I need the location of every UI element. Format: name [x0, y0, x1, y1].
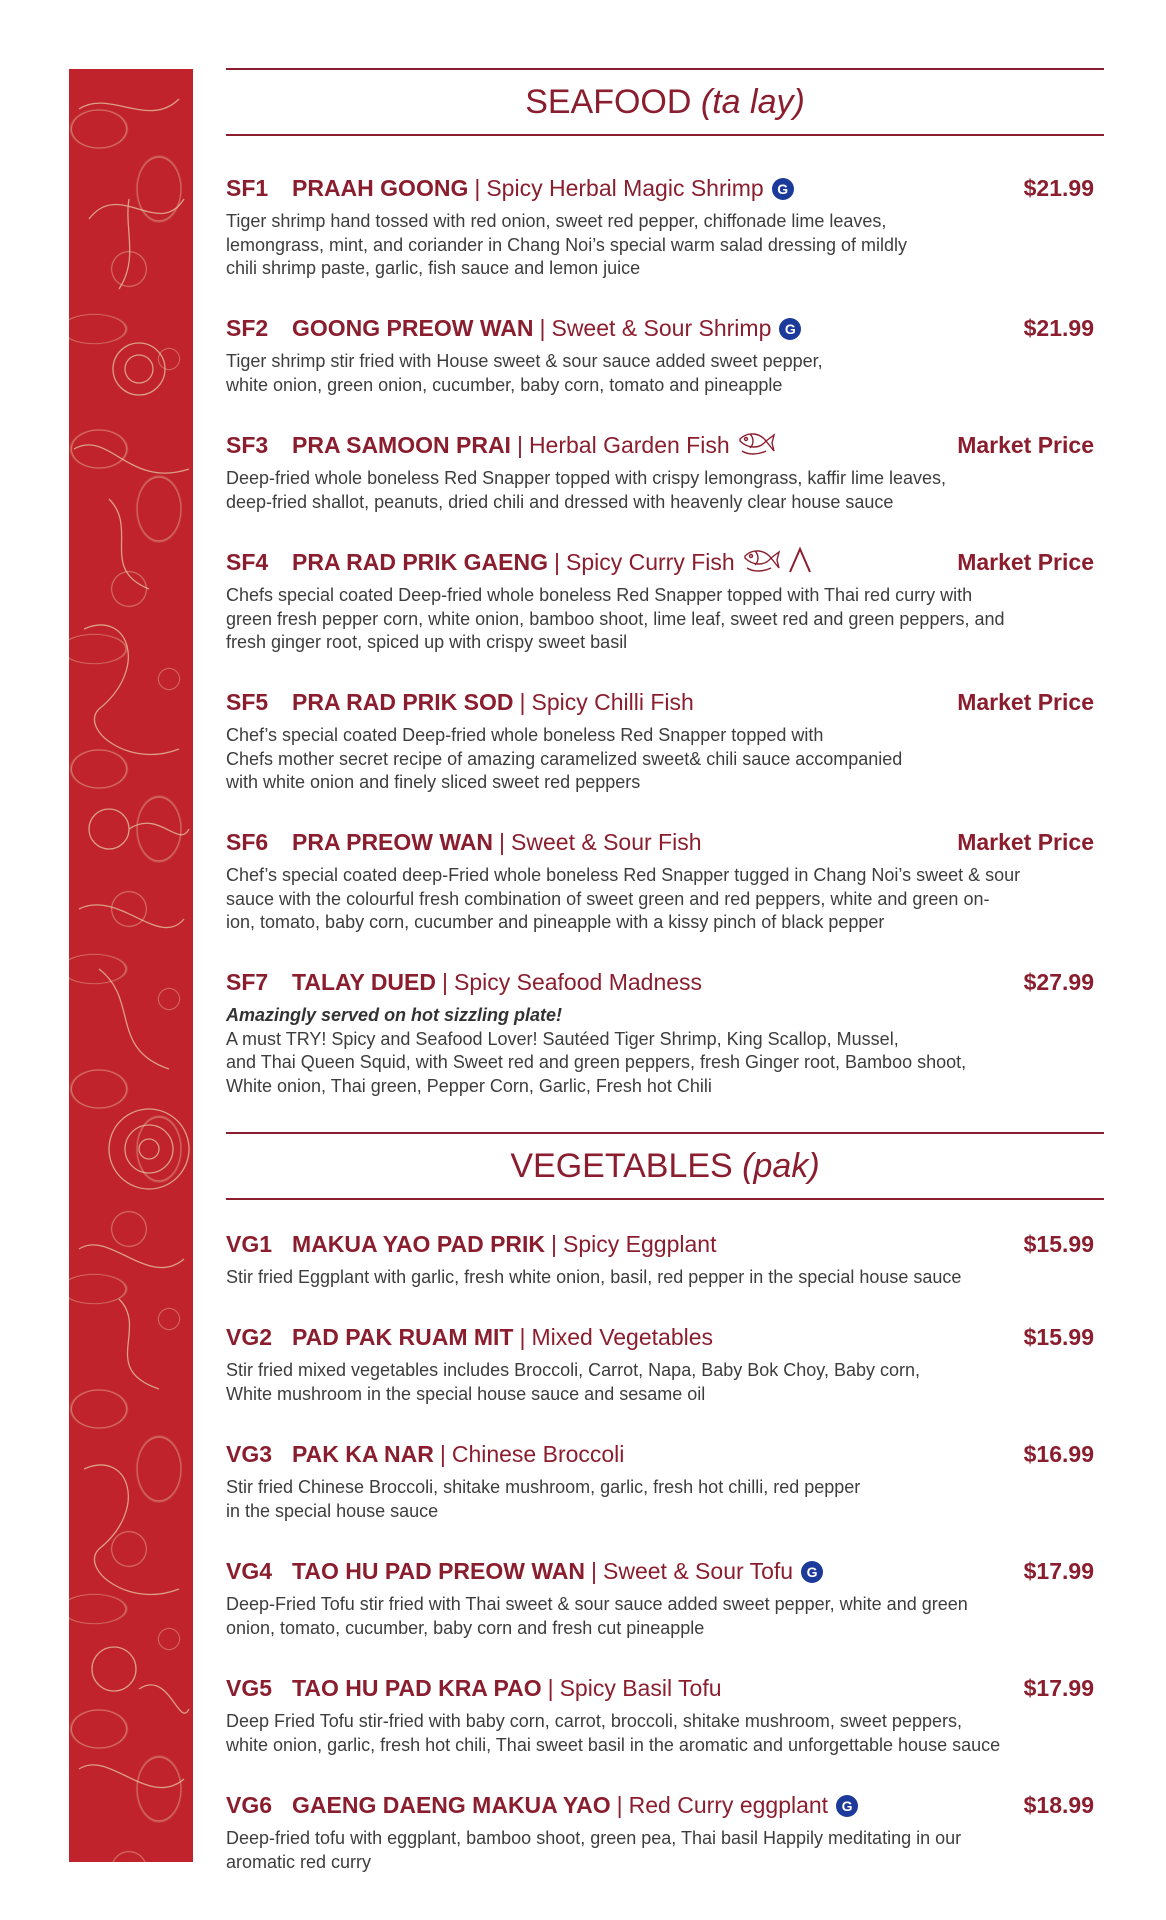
item-description — [226, 1004, 1104, 1098]
item-description — [226, 210, 1104, 281]
item-description-line: Chef’s special coated Deep-fried whole boneless Red Snapper topped with — [226, 725, 824, 745]
item-english-name: Herbal Garden Fish — [528, 432, 730, 458]
chili-icon — [787, 546, 813, 582]
item-code: VG4 — [226, 1558, 273, 1584]
menu-item-sf6 — [226, 826, 1104, 935]
title-separator: | — [547, 1675, 554, 1701]
item-description — [226, 1359, 1104, 1406]
decorative-floral-ribbon — [69, 69, 193, 1862]
gluten-free-badge-icon: G — [779, 318, 801, 340]
item-price: $16.99 — [1023, 1441, 1094, 1467]
menu-item-sf7 — [226, 966, 1104, 1098]
item-description-line: Deep-fried tofu with eggplant, bamboo shoot, green pea, Thai basil Happily meditating in our — [226, 1828, 962, 1848]
item-description-lead: Amazingly served on hot sizzling plate! — [226, 1005, 563, 1025]
item-english-name: Spicy Eggplant — [563, 1231, 717, 1257]
item-description — [226, 724, 1104, 795]
item-description-line: deep-fried shallot, peanuts, dried chili and dressed with heavenly clear house sauce — [226, 491, 894, 512]
item-english-name: Spicy Curry Fish — [565, 549, 735, 575]
vegetables-subtitle: (pak) — [742, 1147, 820, 1185]
item-description-line: white onion, garlic, fresh hot chili, Thai sweet basil in the aromatic and unforgettable house sauce — [226, 1734, 1001, 1755]
item-description — [226, 1710, 1104, 1757]
menu-item-title — [226, 1228, 1104, 1260]
floral-pattern — [69, 69, 193, 1862]
menu-item-title — [226, 546, 1104, 578]
item-description — [226, 584, 1104, 655]
item-description — [226, 1827, 1104, 1874]
item-thai-name: TALAY DUED — [292, 969, 436, 995]
seafood-title: SEAFOOD — [525, 83, 692, 121]
item-description — [226, 350, 1104, 397]
seafood-subtitle: (ta lay) — [700, 83, 805, 121]
fish-icon — [736, 429, 776, 465]
item-code: SF5 — [226, 689, 269, 715]
item-description-line: aromatic red curry — [226, 1851, 372, 1872]
menu-item-sf3 — [226, 429, 1104, 514]
item-thai-name: TAO HU PAD PREOW WAN — [292, 1558, 586, 1584]
title-separator: | — [616, 1792, 623, 1818]
item-description-line: lemongrass, mint, and coriander in Chang Noi’s special warm salad dressing of mildly — [226, 234, 907, 255]
item-description — [226, 1476, 1104, 1523]
item-english-name: Sweet & Sour Shrimp — [551, 315, 772, 341]
gluten-free-badge-icon: G — [801, 1561, 823, 1583]
item-price: Market Price — [957, 829, 1094, 855]
item-description-line: ion, tomato, baby corn, cucumber and pineapple with a kissy pinch of black pepper — [226, 912, 885, 932]
item-description-line: Stir fried Chinese Broccoli, shitake mushroom, garlic, fresh hot chilli, red pepper — [226, 1477, 861, 1497]
item-description-line: Stir fried Eggplant with garlic, fresh white onion, basil, red pepper in the special house sauce — [226, 1267, 962, 1287]
vegetables-title: VEGETABLES — [510, 1147, 733, 1185]
item-description-line: A must TRY! Spicy and Seafood Lover! Sautéed Tiger Shrimp, King Scallop, Mussel, — [226, 1028, 899, 1049]
title-separator: | — [439, 1441, 446, 1467]
item-description-line: in the special house sauce — [226, 1500, 439, 1521]
menu-item-sf5 — [226, 686, 1104, 795]
item-description-line: chili shrimp paste, garlic, fish sauce and lemon juice — [226, 258, 641, 278]
item-code: VG6 — [226, 1792, 273, 1818]
item-thai-name: PRA RAD PRIK GAENG — [292, 549, 548, 575]
item-price: $27.99 — [1023, 969, 1094, 995]
item-thai-name: MAKUA YAO PAD PRIK — [292, 1231, 546, 1257]
menu-item-sf1 — [226, 172, 1104, 281]
item-description-line: onion, tomato, cucumber, baby corn and fresh cut pineapple — [226, 1617, 705, 1638]
item-description — [226, 864, 1104, 935]
menu-item-vg4 — [226, 1555, 1104, 1640]
item-english-name: Spicy Chilli Fish — [531, 689, 694, 715]
item-code: VG2 — [226, 1324, 273, 1350]
item-thai-name: PRA PREOW WAN — [292, 829, 494, 855]
item-description-line: Tiger shrimp hand tossed with red onion, sweet red pepper, chiffonade lime leaves, — [226, 211, 887, 231]
item-description-line: Tiger shrimp stir fried with House sweet & sour sauce added sweet pepper, — [226, 351, 823, 371]
item-description — [226, 1593, 1104, 1640]
item-description — [226, 467, 1104, 514]
item-code: SF3 — [226, 432, 269, 458]
menu-item-title — [226, 172, 1104, 204]
item-code: SF1 — [226, 175, 269, 201]
item-code: SF6 — [226, 829, 269, 855]
item-thai-name: GAENG DAENG MAKUA YAO — [292, 1792, 611, 1818]
menu-item-title — [226, 966, 1104, 998]
menu-item-title — [226, 1672, 1104, 1704]
menu-item-title — [226, 429, 1104, 461]
item-description-line: green fresh pepper corn, white onion, bamboo shoot, lime leaf, sweet red and green peppers, and — [226, 608, 1005, 629]
seafood-heading — [226, 68, 1104, 136]
item-price: $17.99 — [1023, 1558, 1094, 1584]
item-thai-name: PRA SAMOON PRAI — [292, 432, 511, 458]
item-price: $15.99 — [1023, 1231, 1094, 1257]
title-separator: | — [554, 549, 560, 575]
item-code: VG3 — [226, 1441, 273, 1467]
item-price: $18.99 — [1023, 1792, 1094, 1818]
item-description-line: Stir fried mixed vegetables includes Broccoli, Carrot, Napa, Baby Bok Choy, Baby corn, — [226, 1360, 920, 1380]
item-description-line: White onion, Thai green, Pepper Corn, Garlic, Fresh hot Chili — [226, 1075, 712, 1096]
item-code: SF7 — [226, 969, 269, 995]
menu-item-title — [226, 312, 1104, 344]
item-description-line: with white onion and finely sliced sweet red peppers — [226, 772, 641, 792]
item-code: VG1 — [226, 1231, 273, 1257]
item-english-name: Chinese Broccoli — [451, 1441, 625, 1467]
menu-item-title — [226, 1438, 1104, 1470]
item-description-line: and Thai Queen Squid, with Sweet red and green peppers, fresh Ginger root, Bamboo shoot, — [226, 1052, 967, 1072]
item-price: $17.99 — [1023, 1675, 1094, 1701]
menu-item-title — [226, 826, 1104, 858]
fish-icon — [741, 546, 781, 582]
item-description-line: Chef’s special coated deep-Fried whole boneless Red Snapper tugged in Chang Noi’s sweet & sour — [226, 865, 1021, 885]
item-description-line: White mushroom in the special house sauce and sesame oil — [226, 1383, 706, 1404]
vegetables-heading — [226, 1132, 1104, 1200]
item-price: $15.99 — [1023, 1324, 1094, 1350]
item-description-line: Chefs special coated Deep-fried whole boneless Red Snapper topped with Thai red curry with — [226, 585, 973, 605]
item-thai-name: PRAAH GOONG — [292, 175, 469, 201]
menu-item-vg5 — [226, 1672, 1104, 1757]
title-separator: | — [519, 1324, 526, 1350]
gluten-free-badge-icon: G — [836, 1795, 858, 1817]
item-description-line: Deep-fried whole boneless Red Snapper topped with crispy lemongrass, kaffir lime leaves, — [226, 468, 947, 488]
item-english-name: Sweet & Sour Fish — [511, 829, 702, 855]
item-english-name: Spicy Basil Tofu — [559, 1675, 722, 1701]
item-english-name: Spicy Herbal Magic Shrimp — [486, 175, 764, 201]
title-separator: | — [539, 315, 546, 341]
item-thai-name: PAD PAK RUAM MIT — [292, 1324, 514, 1350]
item-description-line: Deep Fried Tofu stir-fried with baby corn, carrot, broccoli, shitake mushroom, sweet peppers, — [226, 1711, 962, 1731]
item-english-name: Mixed Vegetables — [531, 1324, 714, 1350]
item-price: $21.99 — [1023, 175, 1094, 201]
item-description-line: Deep-Fried Tofu stir fried with Thai sweet & sour sauce added sweet pepper, white and green — [226, 1594, 968, 1614]
item-description-line: white onion, green onion, cucumber, baby corn, tomato and pineapple — [226, 374, 783, 395]
item-code: SF4 — [226, 549, 269, 575]
title-separator: | — [442, 969, 448, 995]
item-code: VG5 — [226, 1675, 273, 1701]
title-separator: | — [591, 1558, 598, 1584]
item-price: Market Price — [957, 549, 1094, 575]
title-separator: | — [499, 829, 506, 855]
title-separator: | — [516, 432, 523, 458]
item-thai-name: GOONG PREOW WAN — [292, 315, 534, 341]
menu-item-vg3 — [226, 1438, 1104, 1523]
item-description-line: Chefs mother secret recipe of amazing caramelized sweet& chili sauce accompanied — [226, 748, 903, 769]
title-separator: | — [474, 175, 481, 201]
item-code: SF2 — [226, 315, 269, 341]
menu-item-vg2 — [226, 1321, 1104, 1406]
item-description-line: fresh ginger root, spiced up with crispy sweet basil — [226, 632, 628, 652]
menu-item-vg1 — [226, 1228, 1104, 1290]
menu-item-sf4 — [226, 546, 1104, 655]
item-price: $21.99 — [1023, 315, 1094, 341]
menu-item-sf2 — [226, 312, 1104, 397]
gluten-free-badge-icon: G — [772, 178, 794, 200]
menu-item-vg6 — [226, 1789, 1104, 1874]
title-separator: | — [519, 689, 526, 715]
item-english-name: Sweet & Sour Tofu — [603, 1558, 794, 1584]
item-description-line: sauce with the colourful fresh combination of sweet green and red peppers, white and green on- — [226, 888, 990, 909]
item-price: Market Price — [957, 689, 1094, 715]
item-thai-name: PAK KA NAR — [292, 1441, 434, 1467]
menu-item-title — [226, 1789, 1104, 1821]
menu-item-title — [226, 1555, 1104, 1587]
menu-item-title — [226, 686, 1104, 718]
menu-item-title — [226, 1321, 1104, 1353]
item-price: Market Price — [957, 432, 1094, 458]
item-thai-name: PRA RAD PRIK SOD — [292, 689, 514, 715]
item-thai-name: TAO HU PAD KRA PAO — [292, 1675, 542, 1701]
item-english-name: Red Curry eggplant — [628, 1792, 829, 1818]
item-english-name: Spicy Seafood Madness — [453, 969, 703, 995]
title-separator: | — [551, 1231, 558, 1257]
item-description — [226, 1266, 1104, 1290]
